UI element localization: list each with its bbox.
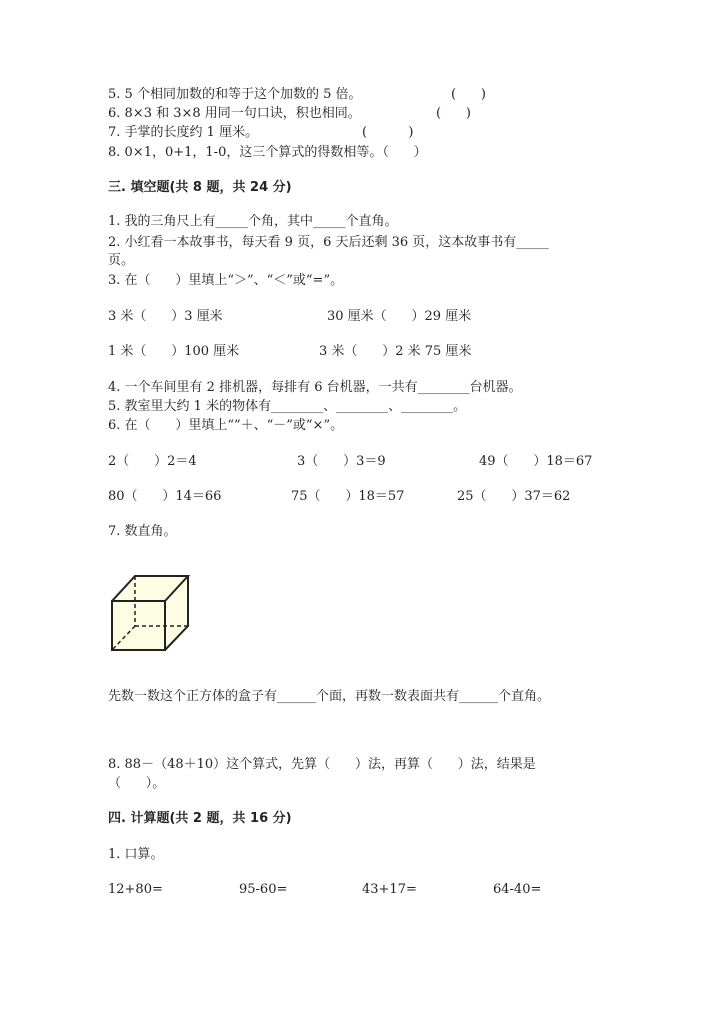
calc-expr: 64-40= bbox=[493, 882, 542, 897]
question-6: 6. 在（ ）里填上“”＋、“－”或“×”。 bbox=[108, 418, 344, 433]
operator-item: 25（ ）37＝62 bbox=[457, 489, 571, 504]
question-8: 8. 88－（48＋10）这个算式，先算（ ）法，再算（ ）法，结果是 bbox=[108, 757, 536, 772]
question-2: 2. 小红看一本故事书，每天看 9 页，6 天后还剩 36 页，这本故事书有_____ bbox=[108, 235, 549, 250]
cube-figure bbox=[110, 572, 192, 652]
question-2-cont: 页。 bbox=[108, 253, 135, 268]
compare-item: 3 米（ ）3 厘米 bbox=[108, 309, 223, 324]
answer-paren[interactable]: ( ) bbox=[451, 87, 486, 102]
operator-item: 80（ ）14＝66 bbox=[108, 489, 222, 504]
compare-item: 30 厘米（ ）29 厘米 bbox=[327, 309, 472, 324]
question-5: 5. 教室里大约 1 米的物体有________、________、________。 bbox=[108, 399, 467, 414]
judge-item-7: 7. 手掌的长度约 1 厘米。 bbox=[108, 125, 259, 140]
judge-item-5: 5. 5 个相同加数的和等于这个加数的 5 倍。 bbox=[108, 87, 362, 102]
question-8-cont: （ ）。 bbox=[108, 776, 166, 791]
calc-question-1: 1. 口算。 bbox=[108, 847, 164, 862]
answer-paren[interactable]: ( ) bbox=[362, 125, 414, 140]
question-7-text: 先数一数这个正方体的盒子有______个面，再数一数表面共有______个直角。 bbox=[108, 689, 551, 704]
calc-expr: 43+17= bbox=[362, 882, 417, 897]
question-1: 1. 我的三角尺上有_____个角，其中_____个直角。 bbox=[108, 214, 398, 229]
judge-item-8: 8. 0×1，0+1，1-0，这三个算式的得数相等。（ ） bbox=[108, 145, 427, 160]
operator-item: 2（ ）2＝4 bbox=[108, 454, 197, 469]
answer-paren[interactable]: ( ) bbox=[436, 106, 471, 121]
calc-expr: 95-60= bbox=[239, 882, 288, 897]
calc-expr: 12+80= bbox=[108, 882, 163, 897]
operator-item: 3（ ）3＝9 bbox=[297, 454, 386, 469]
section-3-title: 三. 填空题(共 8 题，共 24 分) bbox=[108, 180, 292, 195]
compare-item: 3 米（ ）2 米 75 厘米 bbox=[319, 344, 472, 359]
operator-item: 49（ ）18＝67 bbox=[479, 454, 593, 469]
compare-item: 1 米（ ）100 厘米 bbox=[108, 344, 240, 359]
question-4: 4. 一个车间里有 2 排机器，每排有 6 台机器，一共有________台机器。 bbox=[108, 380, 522, 395]
operator-item: 75（ ）18＝57 bbox=[291, 489, 405, 504]
question-3: 3. 在（ ）里填上“＞”、“＜”或“=”。 bbox=[108, 273, 344, 288]
question-7: 7. 数直角。 bbox=[108, 524, 177, 539]
section-4-title: 四. 计算题(共 2 题，共 16 分) bbox=[108, 811, 292, 826]
judge-item-6: 6. 8×3 和 3×8 用同一句口诀，积也相同。 bbox=[108, 106, 361, 121]
